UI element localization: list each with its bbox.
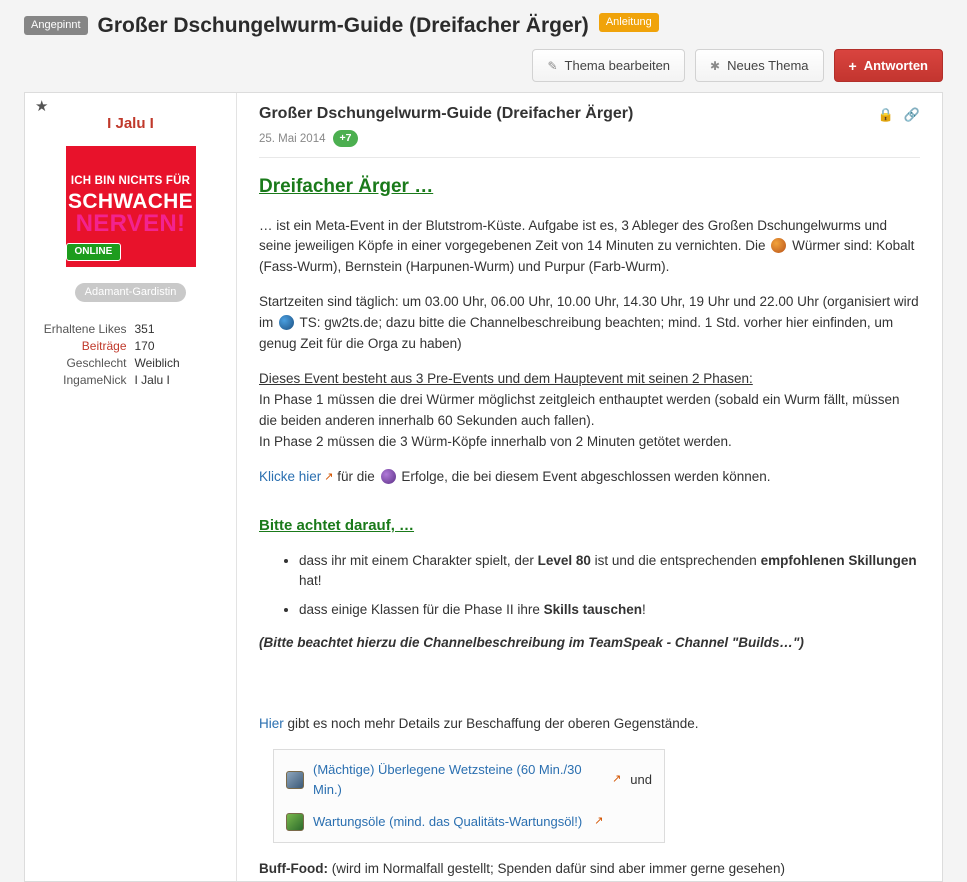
requirements-list	[259, 551, 920, 621]
stat-value-nick: I Jalu I	[134, 373, 170, 388]
external-link-icon: ↗	[594, 815, 604, 828]
reply-label: Antworten	[863, 58, 928, 74]
paragraph-details	[259, 714, 920, 735]
whetstone-link[interactable]: (Mächtige) Überlegene Wetzsteine (60 Min./30 Min.)	[313, 761, 582, 797]
oil-link[interactable]: Wartungsöle (mind. das Qualitäts-Wartungsöl!)	[313, 813, 583, 829]
avatar[interactable]	[66, 146, 196, 267]
whetstone-icon	[286, 771, 304, 789]
avatar-line-2: SCHWACHE	[68, 190, 193, 214]
author-username[interactable]: I Jalu I	[107, 115, 154, 133]
paragraph-times	[259, 292, 920, 355]
pencil-icon: ✎	[547, 58, 558, 73]
post-header	[259, 105, 920, 123]
paragraph-times-a: Startzeiten sind täglich: um 03.00 Uhr, 06.00 Uhr, 10.00 Uhr, 14.30 Uhr, 19 Uhr und 22.00 Uhr (organisiert wird im	[259, 294, 919, 331]
buff-food-label: Buff-Food:	[259, 860, 328, 876]
reply-button[interactable]	[834, 49, 943, 82]
post-date[interactable]: 25. Mai 2014	[259, 132, 326, 145]
phase-2-text: In Phase 2 müssen die 3 Würm-Köpfe innerhalb von 2 Minuten getötet werden.	[259, 433, 732, 449]
post-content	[237, 93, 942, 881]
paragraph-intro-b: Würmer sind: Kobalt (Fass-Wurm), Bernstein (Harpunen-Wurm) und Purpur (Farb-Wurm).	[259, 238, 915, 275]
stat-label: Erhaltene Likes	[43, 322, 127, 337]
phases-heading: Dieses Event besteht aus 3 Pre-Events und dem Hauptevent mit seinen 2 Phasen:	[259, 371, 753, 387]
online-status-badge: ONLINE	[66, 243, 122, 261]
post-meta	[259, 130, 920, 147]
thread-header	[0, 0, 967, 37]
bullet-2-c: !	[641, 602, 646, 618]
list-item	[286, 760, 652, 800]
details-text: gibt es noch mehr Details zur Beschaffung der oberen Gegenstände.	[287, 715, 699, 731]
achievements-text-b: Erfolge, die bei diesem Event abgeschlossen werden können.	[401, 468, 771, 484]
post-header-icons	[878, 105, 920, 123]
avatar-line-3: NERVEN!	[75, 210, 186, 238]
page-title: Großer Dschungelwurm-Guide (Dreifacher Ärger)	[97, 14, 589, 37]
stat-value-posts: 170	[134, 339, 155, 354]
star-icon[interactable]: ★	[35, 98, 49, 116]
section-heading-2: Bitte achtet darauf, …	[259, 516, 415, 534]
post-message	[259, 172, 920, 880]
whetstone-suffix: und	[630, 771, 652, 787]
teamspeak-note: (Bitte beachtet hierzu die Channelbeschreibung im TeamSpeak - Channel "Builds…")	[259, 634, 804, 650]
stat-value: 351	[134, 322, 155, 337]
thread-actions	[0, 37, 967, 92]
stat-label-gender: Geschlecht	[66, 356, 127, 371]
new-topic-label: Neues Thema	[727, 58, 809, 74]
stat-value-gender: Weiblich	[134, 356, 180, 371]
stat-label-posts[interactable]: Beiträge	[81, 339, 127, 354]
plus-icon: +	[848, 57, 857, 74]
bullet-2-skills: Skills tauschen	[543, 602, 642, 618]
paragraph-achievements	[259, 467, 920, 488]
post-container	[24, 92, 943, 882]
list-item	[299, 600, 920, 620]
post-title: Großer Dschungelwurm-Guide (Dreifacher Ärger)	[259, 105, 634, 123]
stat-label-nick: IngameNick	[63, 373, 127, 388]
post-likes-badge[interactable]: +7	[333, 130, 359, 147]
bullet-2-a: dass einige Klassen für die Phase II ihre	[299, 602, 540, 618]
bullet-1-builds: empfohlenen Skillungen	[760, 552, 917, 568]
external-link-icon: ↗	[324, 470, 334, 483]
avatar-line-1: ICH BIN NICHTS FÜR	[70, 175, 191, 188]
author-stats	[35, 322, 226, 387]
paragraph-phases	[259, 369, 920, 453]
section-heading-1: Dreifacher Ärger …	[259, 176, 434, 198]
list-item	[286, 812, 652, 832]
external-link-icon: ↗	[612, 773, 622, 786]
achievements-text-a: für die	[337, 468, 375, 484]
achievement-emoji-icon	[381, 469, 396, 484]
bullet-1-a: dass ihr mit einem Charakter spielt, der	[299, 552, 534, 568]
item-list-box	[273, 749, 665, 843]
buff-food-line	[259, 859, 920, 880]
worm-emoji-icon	[771, 238, 786, 253]
lock-icon[interactable]: 🔒	[877, 107, 894, 123]
bullet-1-c: ist und die entsprechenden	[594, 552, 757, 568]
divider	[259, 157, 920, 158]
details-link[interactable]: Hier	[259, 715, 284, 731]
author-rank-badge: Adamant-Gardistin	[75, 283, 187, 302]
asterisk-icon: ✱	[710, 58, 721, 73]
post-author-sidebar	[25, 93, 237, 881]
paragraph-times-b: TS: gw2ts.de; dazu bitte die Channelbeschreibung beachten; mind. 1 Std. vorher hier einfinden, um genug Zeit für die Orga zu haben)	[259, 315, 894, 352]
teamspeak-emoji-icon	[279, 315, 294, 330]
oil-icon	[286, 813, 304, 831]
paragraph-intro	[259, 216, 920, 279]
buff-food-text: (wird im Normalfall gestellt; Spenden dafür sind aber immer gerne gesehen)	[331, 860, 785, 876]
pinned-badge: Angepinnt	[24, 16, 88, 35]
bullet-1-e: hat!	[299, 573, 322, 589]
paragraph-intro-a: … ist ein Meta-Event in der Blutstrom-Küste. Aufgabe ist es, 3 Ableger des Großen Dschungelwurms und seine jeweiligen Köpfe in einer vorgegebenen Zeit von 14 Minuten zu vernichten. Die	[259, 217, 888, 254]
spacer	[259, 668, 920, 714]
thread-label-badge: Anleitung	[599, 13, 659, 32]
phase-1-text: In Phase 1 müssen die drei Würmer möglichst zeitgleich enthauptet werden (sobald ein Wurm fällt, müssen die beiden anderen innerhalb 60 Sekunden auch fallen).	[259, 391, 900, 428]
bullet-1-level: Level 80	[537, 552, 591, 568]
edit-topic-label: Thema bearbeiten	[564, 58, 671, 74]
link-icon[interactable]: 🔗	[903, 107, 920, 123]
edit-topic-button[interactable]	[532, 49, 685, 82]
list-item	[299, 551, 920, 592]
new-topic-button[interactable]	[695, 49, 823, 82]
achievements-link[interactable]: Klicke hier	[259, 468, 322, 484]
